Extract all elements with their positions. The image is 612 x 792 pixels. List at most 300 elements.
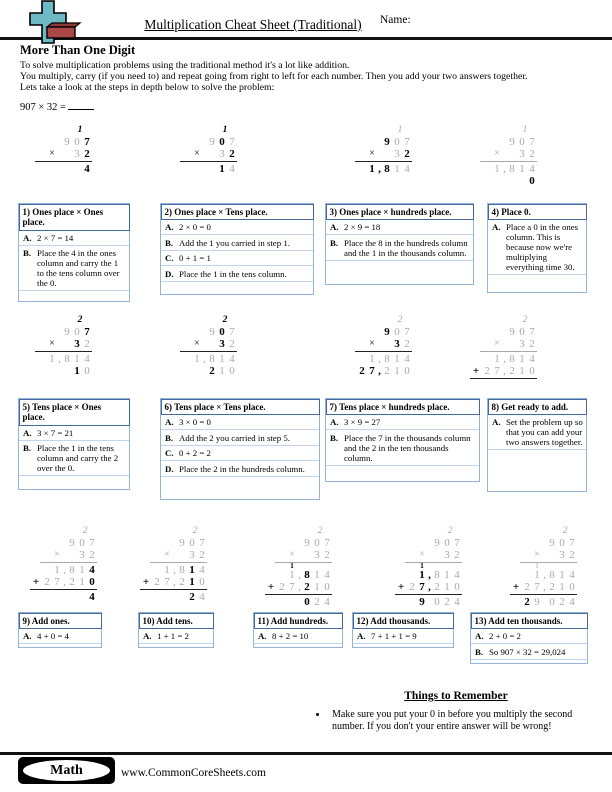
digit-slot [37, 353, 47, 365]
digit-slot: 0 [74, 136, 80, 148]
carry-mini-row [395, 562, 462, 569]
underline-rule [30, 589, 97, 590]
digit-slot: 2 [229, 338, 235, 350]
multiplicand-row [345, 136, 412, 148]
step-letter: B. [165, 432, 174, 443]
digit-slot: 2 [484, 365, 490, 377]
operator-slot [170, 326, 182, 338]
digit-slot: 2 [324, 549, 330, 561]
step-box-13 [470, 612, 588, 664]
partial-product-2-row [510, 581, 577, 593]
comma: , [378, 163, 381, 175]
digit-slot [207, 338, 217, 350]
digit-slot [407, 526, 417, 537]
digit-slot [177, 549, 187, 561]
step-box-4 [487, 203, 587, 293]
operator-slot [25, 148, 37, 160]
multiplicand-row [510, 537, 577, 549]
operator-slot [30, 526, 42, 537]
digit-slot [277, 549, 287, 561]
digit-slot: 3 [74, 148, 80, 160]
digit-slot: 2 [192, 526, 198, 536]
operator-slot [170, 148, 182, 160]
digit-slot: 1 [559, 569, 565, 581]
digit-slot [522, 537, 532, 549]
digit-slot [357, 148, 367, 160]
carry-row [345, 125, 412, 136]
digit-slot: 0 [519, 326, 525, 338]
digit-slot: 8 [384, 353, 390, 365]
digit-slot [492, 136, 502, 148]
digit-slot: 7 [369, 365, 375, 377]
digit-slot: 2 [524, 596, 530, 608]
digit-slot: 0 [219, 326, 225, 338]
partial-product-1-row [25, 163, 92, 175]
step-box-12 [352, 612, 454, 648]
digit-slot [482, 338, 492, 350]
multiplier-row [470, 148, 537, 160]
comma: , [543, 581, 546, 593]
step-letter: A. [330, 417, 339, 427]
worked-example-6 [170, 315, 237, 377]
step-box-title: 9) Add ones. [19, 613, 102, 630]
worked-example-7 [345, 315, 412, 377]
step-box-title: 6) Tens place × Tens place. [161, 399, 320, 416]
worked-example-5 [25, 315, 92, 377]
step-box-10 [138, 612, 214, 648]
step-box-title: 1) Ones place × Ones place. [19, 204, 130, 231]
digit-slot: 0 [324, 581, 330, 593]
comma: , [503, 365, 506, 377]
carry-row [470, 125, 537, 136]
digit-slot [152, 564, 162, 576]
step-letter: B. [23, 443, 32, 453]
operator-slot [395, 562, 407, 569]
digit-slot [302, 526, 312, 537]
digit-slot [182, 136, 192, 148]
comma: , [298, 569, 301, 581]
digit-slot: 2 [447, 526, 453, 536]
partial-product-2-row [470, 365, 537, 377]
digit-slot [357, 326, 367, 338]
step-box-title: 13) Add ten thousands. [471, 613, 588, 630]
digit-slot: 9 [179, 537, 185, 549]
plus-sign: + [267, 581, 275, 593]
step-text: So 907 × 32 = 29,024 [489, 646, 566, 657]
step-box-title: 11) Add hundreds. [254, 613, 343, 630]
multiplier-row [470, 338, 537, 350]
operator-slot [30, 591, 42, 603]
digit-slot [37, 326, 47, 338]
digit-slot [407, 596, 417, 608]
underline-rule [480, 161, 537, 162]
operator-slot [470, 338, 482, 350]
operator-slot [25, 163, 37, 175]
digit-slot: 9 [549, 537, 555, 549]
step-text: 3 × 9 = 27 [344, 417, 381, 427]
digit-slot: 7 [89, 537, 95, 549]
digit-slot [42, 549, 52, 561]
digit-slot [182, 148, 192, 160]
digit-slot: 8 [209, 353, 215, 365]
operator-slot [345, 315, 357, 326]
comma: , [203, 353, 206, 365]
digit-slot: 4 [569, 569, 575, 581]
multiply-sign: × [289, 549, 295, 560]
digit-slot [547, 549, 557, 561]
step-letter: A. [165, 417, 174, 427]
digit-slot: 8 [434, 569, 440, 581]
digit-slot: 3 [79, 549, 85, 561]
step-box-6 [160, 398, 320, 500]
operator-slot [25, 338, 37, 350]
digit-slot: 0 [434, 596, 440, 608]
multiplicand-row [345, 326, 412, 338]
digit-slot: 4 [404, 353, 410, 365]
operator-slot [30, 537, 42, 549]
step-item [471, 644, 587, 660]
digit-slot: 1 [314, 581, 320, 593]
operator-slot [470, 125, 482, 136]
digit-slot: 3 [394, 148, 400, 160]
step-letter: A. [330, 222, 339, 232]
digit-slot: 1 [444, 569, 450, 581]
things-heading: Things to Remember [404, 690, 508, 702]
operator-slot [470, 148, 482, 160]
digit-slot: 7 [529, 136, 535, 148]
partial-product-2-row [140, 576, 207, 588]
partial-product-1-row [470, 353, 537, 365]
operator-slot [345, 163, 357, 175]
step-text: Place the 2 in the hundreds column. [179, 463, 305, 474]
digit-slot: 2 [229, 148, 235, 160]
digit-slot: 0 [559, 537, 565, 549]
digit-slot [152, 549, 162, 561]
digit-slot: 2 [397, 315, 403, 325]
digit-slot [432, 526, 442, 537]
multiplicand-row [470, 136, 537, 148]
digit-slot [492, 326, 502, 338]
carry-mini-row [510, 562, 577, 569]
digit-slot [62, 338, 72, 350]
step-text: 1 + 1 = 2 [157, 631, 189, 641]
multiply-sign: × [49, 338, 55, 349]
digit-slot: 7 [569, 537, 575, 549]
digit-slot [302, 562, 312, 569]
step-text: Place a 0 in the ones column. This is because now we're multiplying everything time 30. [506, 222, 579, 272]
operator-slot [395, 569, 407, 581]
multiplier-row [30, 549, 97, 561]
step-letter: A. [357, 631, 366, 641]
multiplier-row [140, 549, 207, 561]
multiplicand-row [170, 326, 237, 338]
digit-slot: 2 [549, 581, 555, 593]
comma: , [428, 569, 431, 581]
operator-slot [30, 549, 42, 561]
step-item [139, 629, 213, 645]
worked-example-9 [30, 526, 97, 603]
digit-slot [357, 163, 367, 175]
digit-slot: 8 [304, 569, 310, 581]
operator-slot [170, 136, 182, 148]
digit-slot: 4 [199, 564, 205, 576]
digit-slot: 2 [529, 148, 535, 160]
digit-slot: 2 [154, 576, 160, 588]
operator-slot [510, 537, 522, 549]
digit-slot [192, 136, 202, 148]
digit-slot: 7 [454, 537, 460, 549]
operator-slot [510, 549, 522, 561]
step-letter: A. [258, 631, 267, 641]
operator-slot [510, 526, 522, 537]
comma: , [543, 569, 546, 581]
digit-slot [152, 537, 162, 549]
step-letter: A. [23, 427, 32, 438]
digit-slot [277, 562, 287, 569]
partial-product-1-row [510, 569, 577, 581]
digit-slot: 2 [314, 596, 320, 608]
multiply-sign: × [419, 549, 425, 560]
digit-slot: 2 [222, 315, 228, 325]
comma: , [378, 365, 381, 377]
comma: , [173, 576, 176, 588]
digit-slot [382, 338, 392, 350]
partial-product-1-row [170, 353, 237, 365]
digit-slot: 1 [394, 163, 400, 175]
digit-slot [52, 591, 62, 603]
digit-slot [52, 526, 62, 537]
digit-slot [407, 537, 417, 549]
digit-slot: 7 [84, 136, 90, 148]
step-text: 0 + 1 = 1 [179, 253, 211, 263]
digit-slot [152, 591, 162, 603]
partial-product-2-row [265, 581, 332, 593]
step-box-2 [160, 203, 314, 295]
digit-slot [302, 549, 312, 561]
digit-slot [432, 549, 442, 561]
digit-slot: 9 [534, 596, 540, 608]
multiplicand-row [170, 136, 237, 148]
plus-sign: + [512, 581, 520, 593]
digit-slot [482, 315, 492, 326]
digit-slot: 1 [49, 353, 55, 365]
digit-slot: 1 [519, 353, 525, 365]
digit-slot: 9 [509, 136, 515, 148]
step-box-title: 8) Get ready to add. [488, 399, 587, 416]
digit-slot [452, 562, 462, 569]
digit-slot: 3 [219, 338, 225, 350]
multiplier-row [510, 549, 577, 561]
step-box-3 [325, 203, 474, 285]
problem-statement [20, 99, 94, 113]
digit-slot: 7 [84, 326, 90, 338]
digit-slot: 1 [394, 365, 400, 377]
partial-product-1-row [265, 569, 332, 581]
digit-slot: 2 [562, 526, 568, 536]
operator-slot [510, 562, 522, 569]
operator-slot [470, 163, 482, 175]
digit-slot [367, 125, 377, 136]
digit-slot [287, 596, 297, 608]
operator-slot [470, 136, 482, 148]
digit-slot: 2 [524, 581, 530, 593]
digit-slot: 4 [89, 564, 95, 576]
digit-slot [62, 125, 72, 136]
digit-slot [522, 526, 532, 537]
digit-slot: 7 [419, 581, 425, 593]
digit-slot: 2 [77, 315, 83, 325]
step-text: Place the 7 in the thousands column and the 2 in the ten thousands column. [344, 432, 471, 463]
things-bullet: • Make sure you put your 0 in before you multiply the second number. If you don't your entire answer will be wrong! [328, 709, 604, 732]
step-text: Place the 1 in the tens column. [179, 268, 287, 279]
digit-slot: 2 [522, 315, 528, 325]
digit-slot: 2 [84, 338, 90, 350]
underline-rule [510, 594, 577, 595]
digit-slot: 2 [434, 581, 440, 593]
operator-slot [170, 365, 182, 377]
digit-slot: 4 [229, 163, 235, 175]
step-item [353, 629, 453, 645]
problem-text: 907 × 32 = [20, 102, 66, 113]
digit-slot: 9 [384, 326, 390, 338]
operator-slot [510, 569, 522, 581]
plus-sign: + [397, 581, 405, 593]
digit-slot [407, 549, 417, 561]
digit-slot: 1 [519, 163, 525, 175]
step-item [19, 246, 129, 292]
step-item [19, 425, 129, 441]
partial-product-2-row [345, 365, 412, 377]
step-box-title: 3) Ones place × hundreds place. [326, 204, 474, 221]
digit-slot: 7 [494, 365, 500, 377]
digit-slot [47, 315, 57, 326]
step-text: 2 × 9 = 18 [344, 222, 381, 232]
multiplier-row [25, 338, 92, 350]
digit-slot [417, 526, 427, 537]
digit-slot [47, 125, 57, 136]
digit-slot: 1 [77, 125, 83, 135]
operator-slot [140, 591, 152, 603]
carry-row [345, 315, 412, 326]
operator-slot [140, 564, 152, 576]
operator-slot [345, 125, 357, 136]
underline-rule [470, 378, 537, 379]
operator-slot [345, 365, 357, 377]
digit-slot: 3 [189, 549, 195, 561]
digit-slot: 1 [420, 561, 424, 570]
digit-slot [37, 338, 47, 350]
intro-line: You multiply, carry (if you need to) and repeat going from right to left for each number. Then you add your two answers together. [20, 70, 528, 82]
digit-slot [367, 326, 377, 338]
digit-slot [277, 569, 287, 581]
digit-slot: 1 [219, 365, 225, 377]
operator-slot [170, 163, 182, 175]
digit-slot: 0 [199, 576, 205, 588]
worked-example-4 [470, 125, 537, 187]
digit-slot [557, 562, 567, 569]
digit-slot: 3 [314, 549, 320, 561]
worked-example-2 [170, 125, 237, 175]
digit-slot: 4 [84, 353, 90, 365]
digit-slot [287, 526, 297, 537]
step-letter: B. [23, 248, 32, 258]
digit-slot [382, 315, 392, 326]
digit-slot [482, 326, 492, 338]
digit-slot [162, 526, 172, 537]
intro-text [20, 61, 605, 93]
step-text: Add the 2 you carried in step 5. [179, 432, 290, 443]
digit-slot [442, 562, 452, 569]
digit-slot: 0 [84, 365, 90, 377]
digit-slot [382, 148, 392, 160]
digit-slot [482, 175, 492, 187]
step-letter: B. [330, 432, 339, 443]
digit-slot: 9 [509, 326, 515, 338]
operator-slot [170, 338, 182, 350]
digit-slot: 7 [529, 326, 535, 338]
comma: , [428, 581, 431, 593]
step-item [488, 415, 586, 451]
step-item [19, 629, 101, 645]
step-text: 0 + 2 = 2 [179, 448, 211, 458]
digit-slot [62, 163, 72, 175]
digit-slot [357, 353, 367, 365]
digit-slot: 8 [509, 353, 515, 365]
digit-slot [312, 562, 322, 569]
digit-slot: 2 [404, 148, 410, 160]
step-item [161, 235, 313, 251]
digit-slot [47, 136, 57, 148]
step-text: 2 × 0 = 0 [179, 222, 211, 232]
step-box-title: 5) Tens place × Ones place. [19, 399, 130, 426]
operator-slot [265, 526, 277, 537]
step-letter: B. [165, 237, 174, 248]
operator-slot [470, 175, 482, 187]
worked-example-10 [140, 526, 207, 603]
comma: , [298, 581, 301, 593]
carry-mini-row [265, 562, 332, 569]
comma: , [378, 353, 381, 365]
digit-slot: 0 [74, 326, 80, 338]
step-item [254, 629, 342, 645]
operator-slot [25, 125, 37, 136]
multiply-sign: × [494, 148, 500, 159]
digit-slot [47, 326, 57, 338]
step-box-9 [18, 612, 102, 648]
step-box-11 [253, 612, 343, 648]
step-box-8 [487, 398, 587, 492]
multiplicand-row [395, 537, 462, 549]
digit-slot: 4 [89, 591, 95, 603]
digit-slot [507, 338, 517, 350]
carry-row [395, 526, 462, 537]
digit-slot [357, 315, 367, 326]
operator-slot [345, 148, 357, 160]
digit-slot [482, 136, 492, 148]
digit-slot [182, 326, 192, 338]
step-letter: A. [23, 631, 32, 641]
step-letter: A. [143, 631, 152, 641]
step-box-1 [18, 203, 130, 302]
digit-slot [62, 148, 72, 160]
carry-row [170, 315, 237, 326]
step-letter: D. [165, 268, 174, 279]
operator-slot [345, 136, 357, 148]
sum-row [30, 591, 97, 603]
digit-slot: 0 [549, 596, 555, 608]
multiplier-row [25, 148, 92, 160]
step-item [161, 220, 313, 236]
